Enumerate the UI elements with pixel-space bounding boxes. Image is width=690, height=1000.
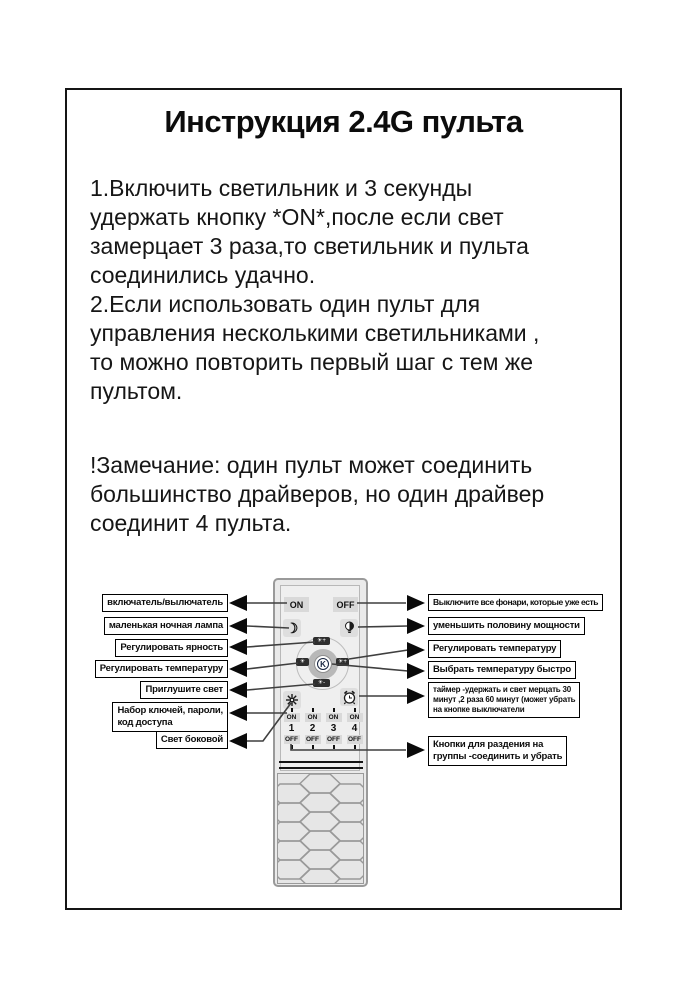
label-adjust-temperature-right: Регулировать температуру (428, 640, 561, 658)
instruction-text (90, 174, 620, 538)
step-1-paragraph (90, 174, 620, 290)
label-line: группы -соединить и убрать (433, 750, 563, 762)
channel-2-off-button[interactable]: OFF (306, 736, 319, 743)
channel-4-on-button[interactable]: ON (347, 713, 363, 722)
label-timer (428, 682, 580, 718)
remote-control (273, 578, 368, 887)
brightness-down-button[interactable]: ☀- (313, 679, 330, 687)
label-line: код доступа (117, 716, 173, 728)
label-line: на кнопке выключатели (433, 705, 525, 714)
side-light-button[interactable] (283, 691, 301, 709)
label-line: Набор ключей, пароли, (117, 705, 223, 716)
divider-line (279, 761, 363, 763)
center-k-button[interactable] (314, 655, 332, 673)
label-night-lamp: маленькая ночная лампа (104, 617, 228, 635)
label-dim-light: Приглушите свет (140, 681, 228, 699)
half-bulb-icon (344, 621, 355, 635)
on-button[interactable]: ON (284, 597, 309, 612)
night-lamp-button[interactable] (283, 619, 301, 637)
channel-2-number: 2 (309, 723, 316, 734)
text-line: то можно повторить первый шаг с тем же (90, 349, 534, 375)
label-quick-temperature: Выбрать температуру быстро (428, 661, 576, 679)
text-line: управления несколькими светильниками , (90, 320, 540, 346)
temp-left-button[interactable]: ☀ (296, 658, 309, 666)
channel-3-number: 3 (330, 723, 337, 734)
channel-3-on-button[interactable]: ON (326, 713, 342, 722)
tick-mark (312, 708, 314, 712)
temp-right-button[interactable]: ☀+ (336, 658, 349, 666)
tick-mark (333, 708, 335, 712)
honeycomb-grip (277, 773, 364, 884)
label-adjust-temperature-left: Регулировать температуру (95, 660, 228, 678)
channel-4-number: 4 (351, 723, 358, 734)
tick-mark (354, 745, 356, 749)
text-line: !Замечание: один пульт может соединить (90, 452, 533, 478)
label-adjust-brightness: Регулировать ярность (115, 639, 228, 657)
moon-icon: ☽ (285, 619, 299, 636)
label-half-power: уменьшить половину мощности (428, 617, 585, 635)
label-power-switch: включатель/вылючатель (102, 594, 228, 612)
text-line: соединит 4 пульта. (90, 510, 292, 536)
label-line: Кнопки для раздения на (433, 739, 544, 750)
channel-4-off-button[interactable]: OFF (348, 736, 361, 743)
channel-1-off-button[interactable]: OFF (285, 736, 298, 743)
channel-column-4 (345, 708, 364, 749)
tick-mark (354, 708, 356, 712)
step-2-paragraph (90, 290, 620, 406)
tick-mark (291, 708, 293, 712)
timer-button[interactable] (340, 688, 358, 706)
text-line: замерцает 3 раза,то светильник и пульта (90, 233, 529, 259)
text-line: удержать кнопку *ON*,после если свет (90, 204, 504, 230)
channel-1-on-button[interactable]: ON (284, 713, 300, 722)
brightness-up-button[interactable]: ☀+ (313, 637, 330, 645)
channel-column-1 (282, 708, 301, 749)
half-power-button[interactable] (340, 619, 358, 637)
off-button[interactable]: OFF (333, 597, 358, 612)
label-group-buttons (428, 736, 567, 766)
alarm-clock-icon (342, 690, 357, 705)
channel-1-number: 1 (288, 723, 295, 734)
text-line: большинство драйверов, но один драйвер (90, 481, 545, 507)
channel-2-on-button[interactable]: ON (305, 713, 321, 722)
k-letter: K (317, 658, 329, 670)
channel-column-2 (303, 708, 322, 749)
text-line: 1.Включить светильник и 3 секунды (90, 175, 473, 201)
text-line: 2.Если использовать один пульт для (90, 291, 481, 317)
tick-mark (291, 745, 293, 749)
sparkle-icon (285, 693, 299, 708)
channel-3-off-button[interactable]: OFF (327, 736, 340, 743)
channel-column-3 (324, 708, 343, 749)
text-line: соединились удачно. (90, 262, 316, 288)
label-line: минут ,2 раза 60 минут (может убрать (433, 695, 576, 704)
divider-line (279, 767, 363, 769)
page-title: Инструкция 2.4G пульта (164, 104, 523, 139)
note-paragraph (90, 451, 620, 538)
tick-mark (333, 745, 335, 749)
label-side-light: Свет боковой (156, 731, 228, 749)
tick-mark (312, 745, 314, 749)
text-line: пультом. (90, 378, 183, 404)
label-keys-passwords (112, 702, 228, 732)
label-line: таймер -удержать и свет мерцать 30 (433, 685, 572, 694)
label-turn-off-all: Выключите все фонари, которые уже есть (428, 594, 603, 611)
